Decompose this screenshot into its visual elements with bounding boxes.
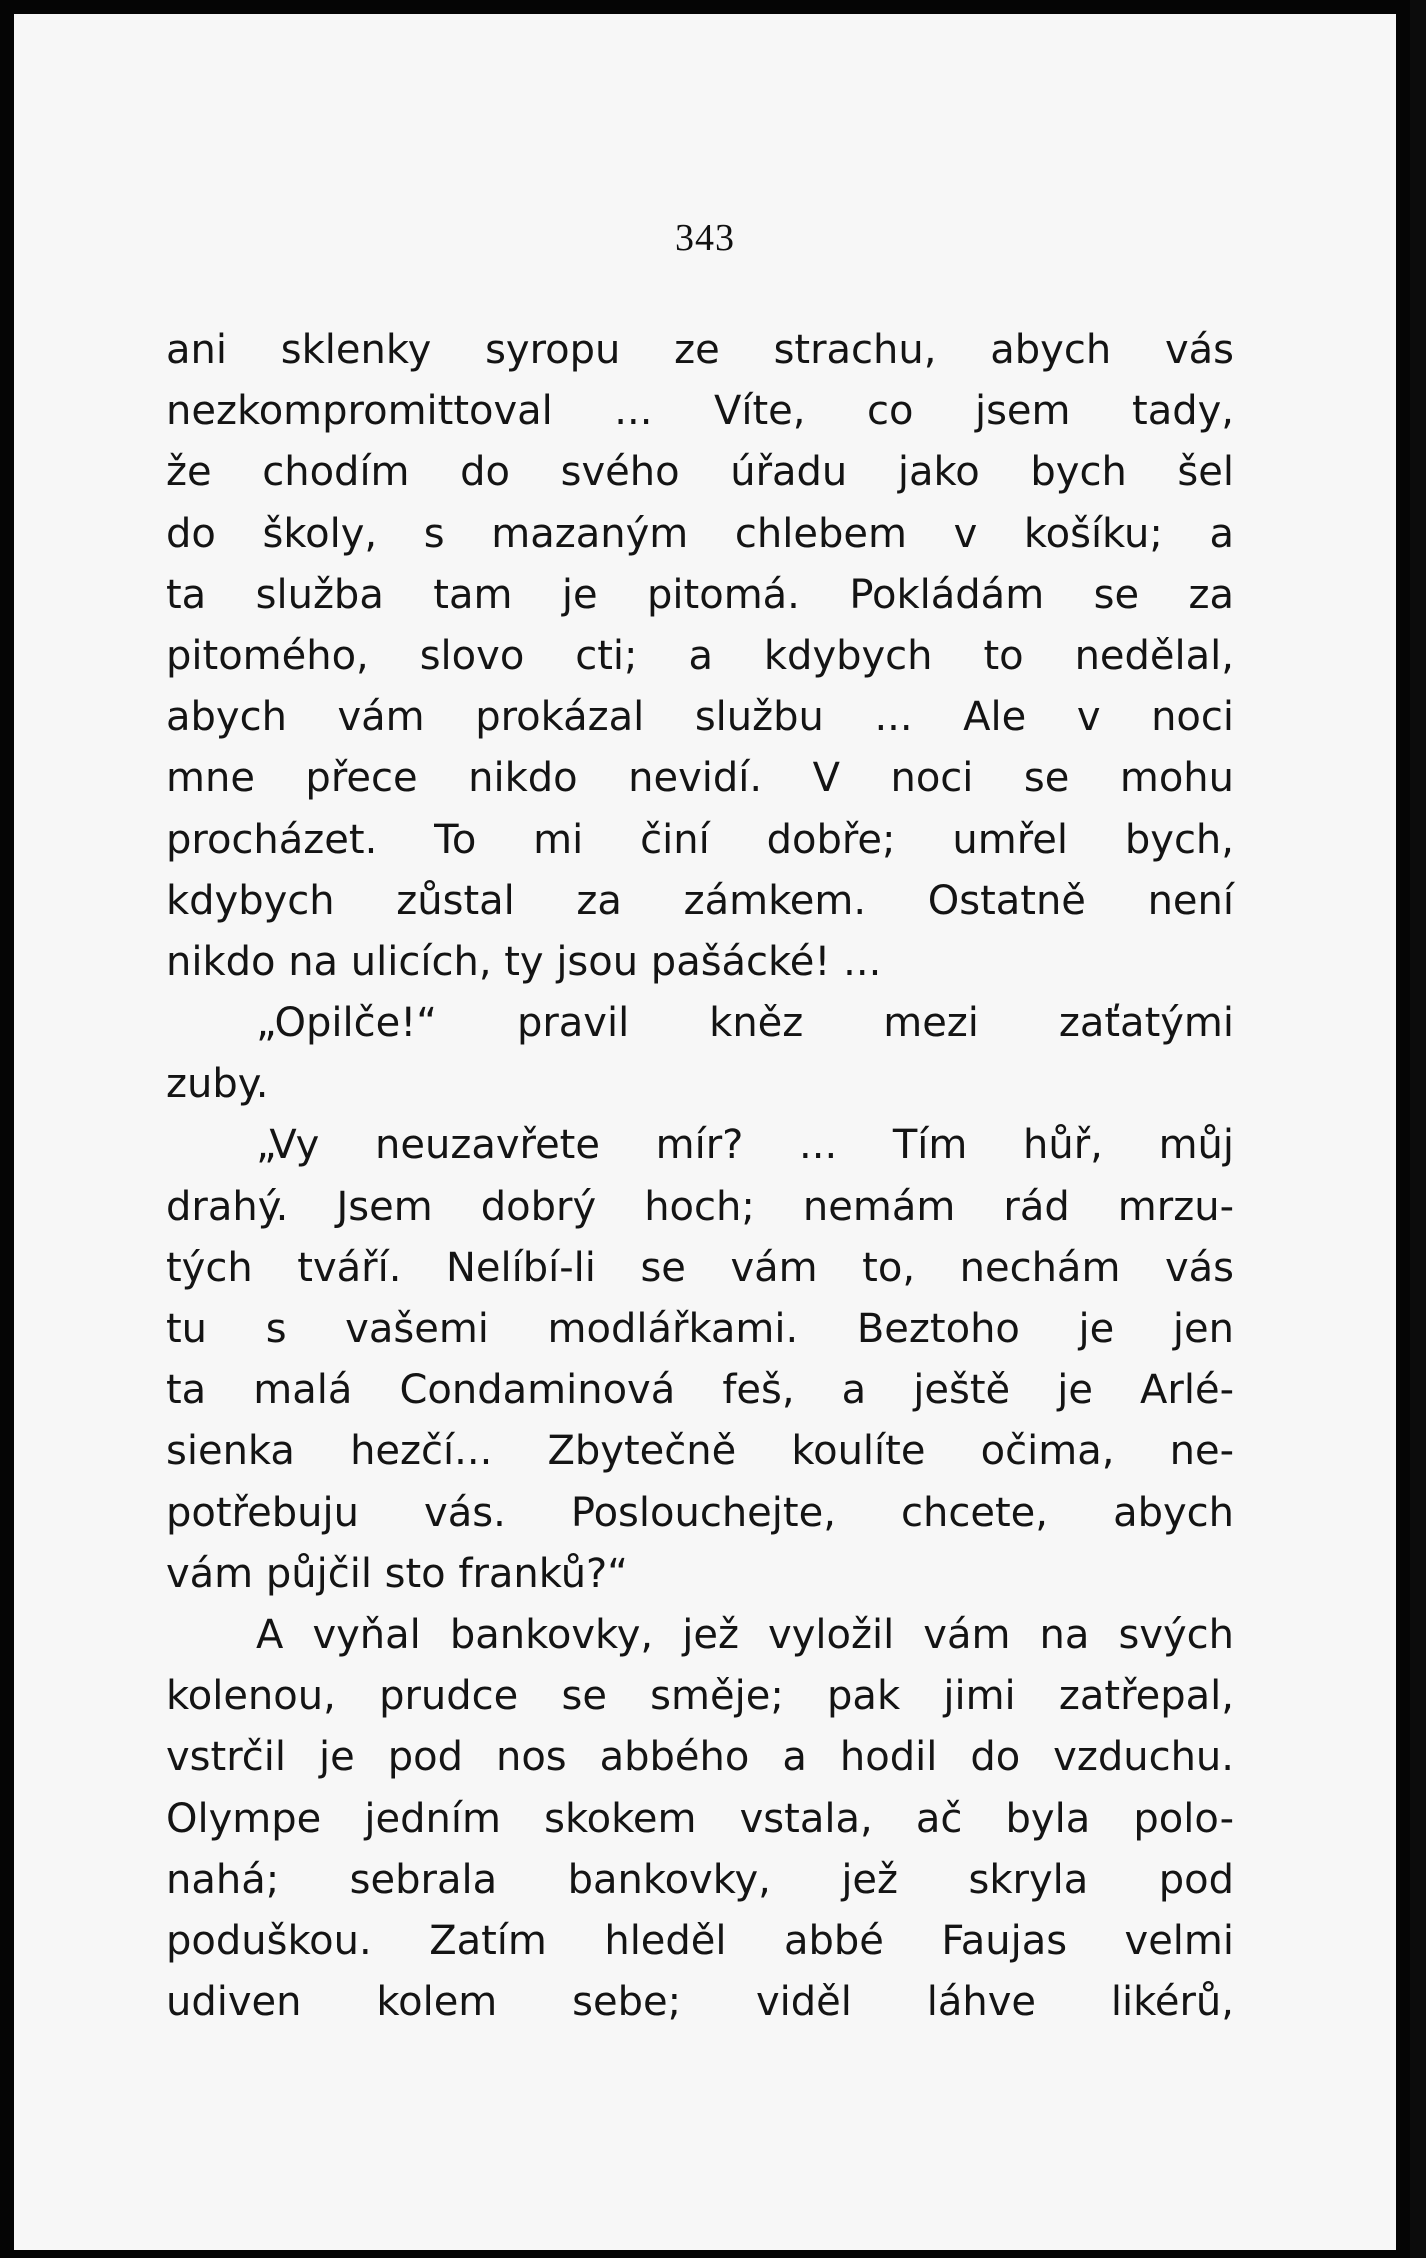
scan-edge bbox=[1410, 0, 1426, 2258]
text-line: kolenou, prudce se směje; pak jimi zatřepal, bbox=[166, 1673, 1234, 1720]
text-line: vstrčil je pod nos abbého a hodil do vzduchu. bbox=[166, 1734, 1234, 1781]
text-line: A vyňal bankovky, jež vyložil vám na svých bbox=[256, 1611, 1234, 1658]
text-line: ta služba tam je pitomá. Pokládám se za bbox=[166, 571, 1234, 618]
text-line: abych vám prokázal službu ... Ale v noci bbox=[166, 694, 1234, 741]
text-line: pitomého, slovo cti; a kdybych to nedělal, bbox=[166, 632, 1234, 679]
body-text bbox=[166, 320, 1234, 2033]
text-line: udiven kolem sebe; viděl láhve likérů, bbox=[166, 1979, 1234, 2026]
text-line: nezkompromittoval ... Víte, co jsem tady, bbox=[166, 388, 1234, 435]
text-line: tu s vašemi modlářkami. Beztoho je jen bbox=[166, 1306, 1234, 1352]
text-line: drahý. Jsem dobrý hoch; nemám rád mrzu- bbox=[166, 1183, 1234, 1230]
text-line: „Vy neuzavřete mír? ... Tím hůř, můj bbox=[256, 1122, 1234, 1169]
text-line: nahá; sebrala bankovky, jež skryla pod bbox=[166, 1856, 1234, 1903]
text-line: vám půjčil sto franků?“ bbox=[166, 1550, 628, 1597]
text-line: ani sklenky syropu ze strachu, abych vás bbox=[166, 327, 1234, 373]
text-line: procházet. To mi činí dobře; umřel bych, bbox=[166, 816, 1234, 863]
text-line: zuby. bbox=[166, 1061, 269, 1108]
text-line: sienka hezčí... Zbytečně koulíte očima, ne- bbox=[166, 1428, 1234, 1475]
page-number: 343 bbox=[675, 217, 735, 259]
text-line: mne přece nikdo nevidí. V noci se mohu bbox=[166, 755, 1234, 802]
text-line: že chodím do svého úřadu jako bych šel bbox=[166, 449, 1234, 496]
text-line: nikdo na ulicích, ty jsou pašácké! ... bbox=[166, 938, 882, 985]
text-line: potřebuju vás. Poslouchejte, chcete, abych bbox=[166, 1489, 1234, 1536]
text-line: ta malá Condaminová feš, a ještě je Arlé- bbox=[166, 1367, 1234, 1414]
text-line: poduškou. Zatím hleděl abbé Faujas velmi bbox=[166, 1917, 1234, 1964]
text-line: do školy, s mazaným chlebem v košíku; a bbox=[166, 510, 1234, 557]
text-line: tých tváří. Nelíbí-li se vám to, nechám vás bbox=[166, 1244, 1234, 1291]
book-page bbox=[14, 14, 1396, 2250]
text-line: kdybych zůstal za zámkem. Ostatně není bbox=[166, 877, 1234, 924]
text-line: „Opilče!“ pravil kněz mezi zaťatými bbox=[256, 1000, 1234, 1047]
text-line: Olympe jedním skokem vstala, ač byla polo- bbox=[166, 1795, 1234, 1842]
